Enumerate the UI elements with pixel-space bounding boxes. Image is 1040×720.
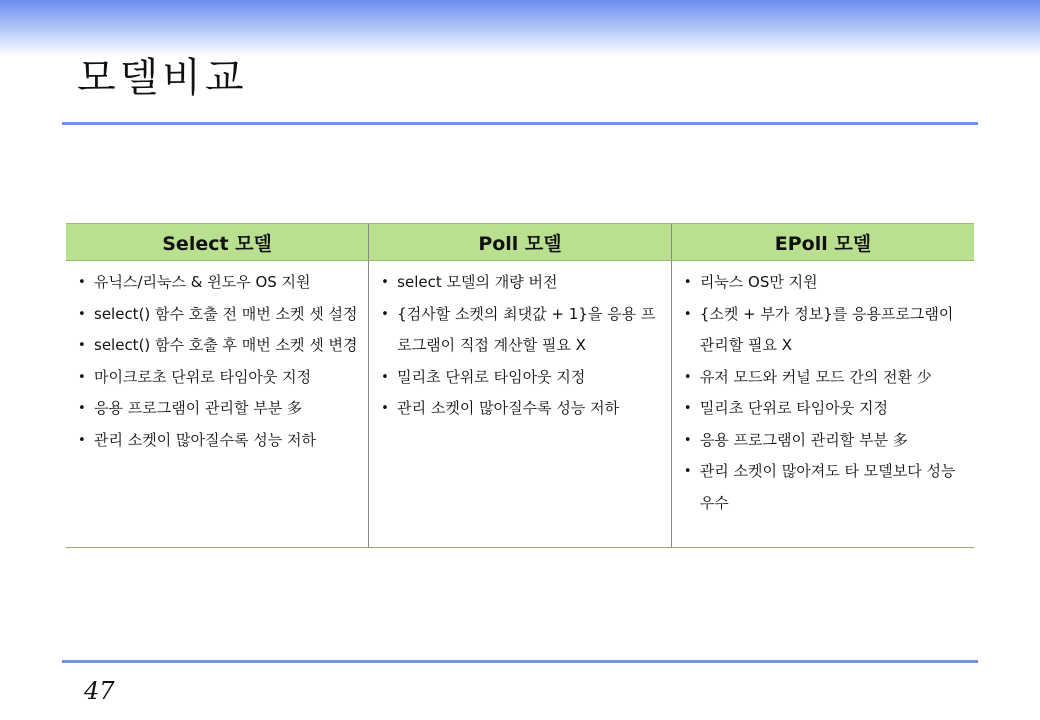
list-item: • 밀리초 단위로 타임아웃 지정 <box>684 393 964 425</box>
header-epoll-model: EPoll 모델 <box>671 224 974 261</box>
list-item: • 관리 소켓이 많아질수록 성능 저하 <box>381 393 661 425</box>
list-item: • select() 함수 호출 후 매번 소켓 셋 변경 <box>78 330 358 362</box>
list-item: • 관리 소켓이 많아져도 타 모델보다 성능 우수 <box>684 456 964 519</box>
list-item: • {검사할 소켓의 최댓값 + 1}을 응용 프로그램이 직접 계산할 필요 X <box>381 299 661 362</box>
header-select-model: Select 모델 <box>66 224 369 261</box>
slide-title: 모델비교 <box>77 55 248 101</box>
list-item: • 마이크로초 단위로 타임아웃 지정 <box>78 362 358 394</box>
header-row <box>66 224 974 261</box>
comparison-table <box>66 223 974 548</box>
list-item: • 관리 소켓이 많아질수록 성능 저하 <box>78 425 358 457</box>
list-item: • select() 함수 호출 전 매번 소켓 셋 설정 <box>78 299 358 331</box>
select-model-list <box>78 267 358 456</box>
bottom-divider <box>62 660 978 663</box>
poll-model-list <box>381 267 661 425</box>
epoll-model-list <box>684 267 964 519</box>
list-item: • 유저 모드와 커널 모드 간의 전환 少 <box>684 362 964 394</box>
list-item: • 응용 프로그램이 관리할 부분 多 <box>684 425 964 457</box>
select-model-cell <box>66 261 369 548</box>
list-item: • 밀리초 단위로 타임아웃 지정 <box>381 362 661 394</box>
top-divider <box>62 122 978 125</box>
poll-model-cell <box>369 261 672 548</box>
list-item: • 리눅스 OS만 지원 <box>684 267 964 299</box>
header-poll-model: Poll 모델 <box>369 224 672 261</box>
list-item: • 응용 프로그램이 관리할 부분 多 <box>78 393 358 425</box>
epoll-model-cell <box>671 261 974 548</box>
list-item: • 유닉스/리눅스 & 윈도우 OS 지원 <box>78 267 358 299</box>
page-number: 47 <box>84 677 115 705</box>
list-item: • {소켓 + 부가 정보}를 응용프로그램이 관리할 필요 X <box>684 299 964 362</box>
list-item: • select 모델의 개량 버전 <box>381 267 661 299</box>
content-row <box>66 261 974 548</box>
